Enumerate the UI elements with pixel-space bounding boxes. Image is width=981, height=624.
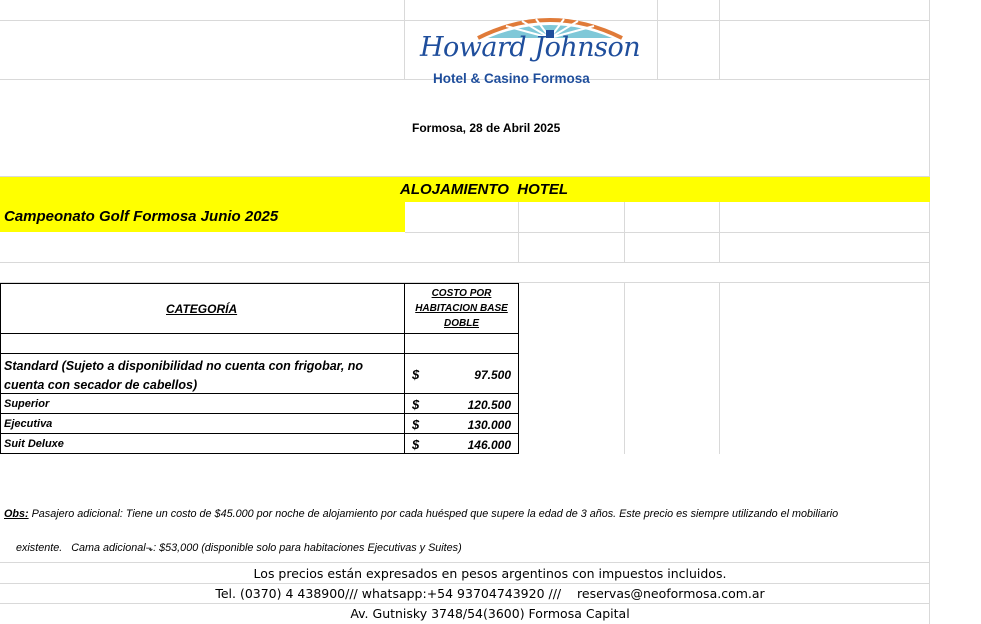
- category-header: CATEGORÍA: [166, 302, 238, 316]
- currency-symbol: $: [412, 367, 420, 382]
- price-suit-deluxe: 146.000: [467, 438, 511, 452]
- row-category-suit-deluxe: Suit Deluxe: [4, 438, 64, 450]
- logo-brand: Howard Johnson: [420, 32, 641, 63]
- currency-symbol: $: [412, 437, 420, 452]
- hotel-logo: [415, 8, 660, 88]
- row-category-standard: Standard (Sujeto a disponibilidad no cuenta con frigobar, no cuenta con secador de cabellos): [4, 359, 364, 392]
- prices-note: Los precios están expresados en pesos argentinos con impuestos incluidos.: [253, 566, 727, 581]
- currency-symbol: $: [412, 417, 420, 432]
- obs-line-2-rest: : $53,000 (disponible solo para habitaciones Ejecutivas y Suites): [153, 542, 462, 554]
- contact-line: Tel. (0370) 4 438900/// whatsapp:+54 93704743920 /// reservas@neoformosa.com.ar: [215, 586, 765, 601]
- row-category-ejecutiva: Ejecutiva: [4, 418, 53, 430]
- logo-subtitle: Hotel & Casino Formosa: [433, 71, 590, 86]
- address-line: Av. Gutnisky 3748/54(3600) Formosa Capital: [350, 606, 630, 621]
- letter-date: Formosa, 28 de Abril 2025: [412, 121, 561, 135]
- cost-header: COSTO POR HABITACION BASE DOBLE: [415, 288, 508, 329]
- price-ejecutiva: 130.000: [467, 418, 511, 432]
- obs-line-2: existente. Cama adicional: [16, 542, 146, 554]
- obs-label: Obs:: [4, 508, 29, 520]
- price-superior: 120.500: [467, 398, 511, 412]
- obs-line-1: Pasajero adicional: Tiene un costo de $45.000 por noche de alojamiento por cada huésped que supere la edad de 3 años. Este precio es siempre utilizando el mobiliario: [28, 508, 839, 520]
- bed-icon: ⬎: [145, 543, 154, 553]
- banner-subtitle: Campeonato Golf Formosa Junio 2025: [4, 208, 279, 225]
- price-standard: 97.500: [474, 368, 511, 382]
- currency-symbol: $: [412, 397, 420, 412]
- banner-title: ALOJAMIENTO HOTEL: [400, 181, 569, 198]
- observations-note: [4, 506, 926, 574]
- row-category-superior: Superior: [4, 398, 50, 410]
